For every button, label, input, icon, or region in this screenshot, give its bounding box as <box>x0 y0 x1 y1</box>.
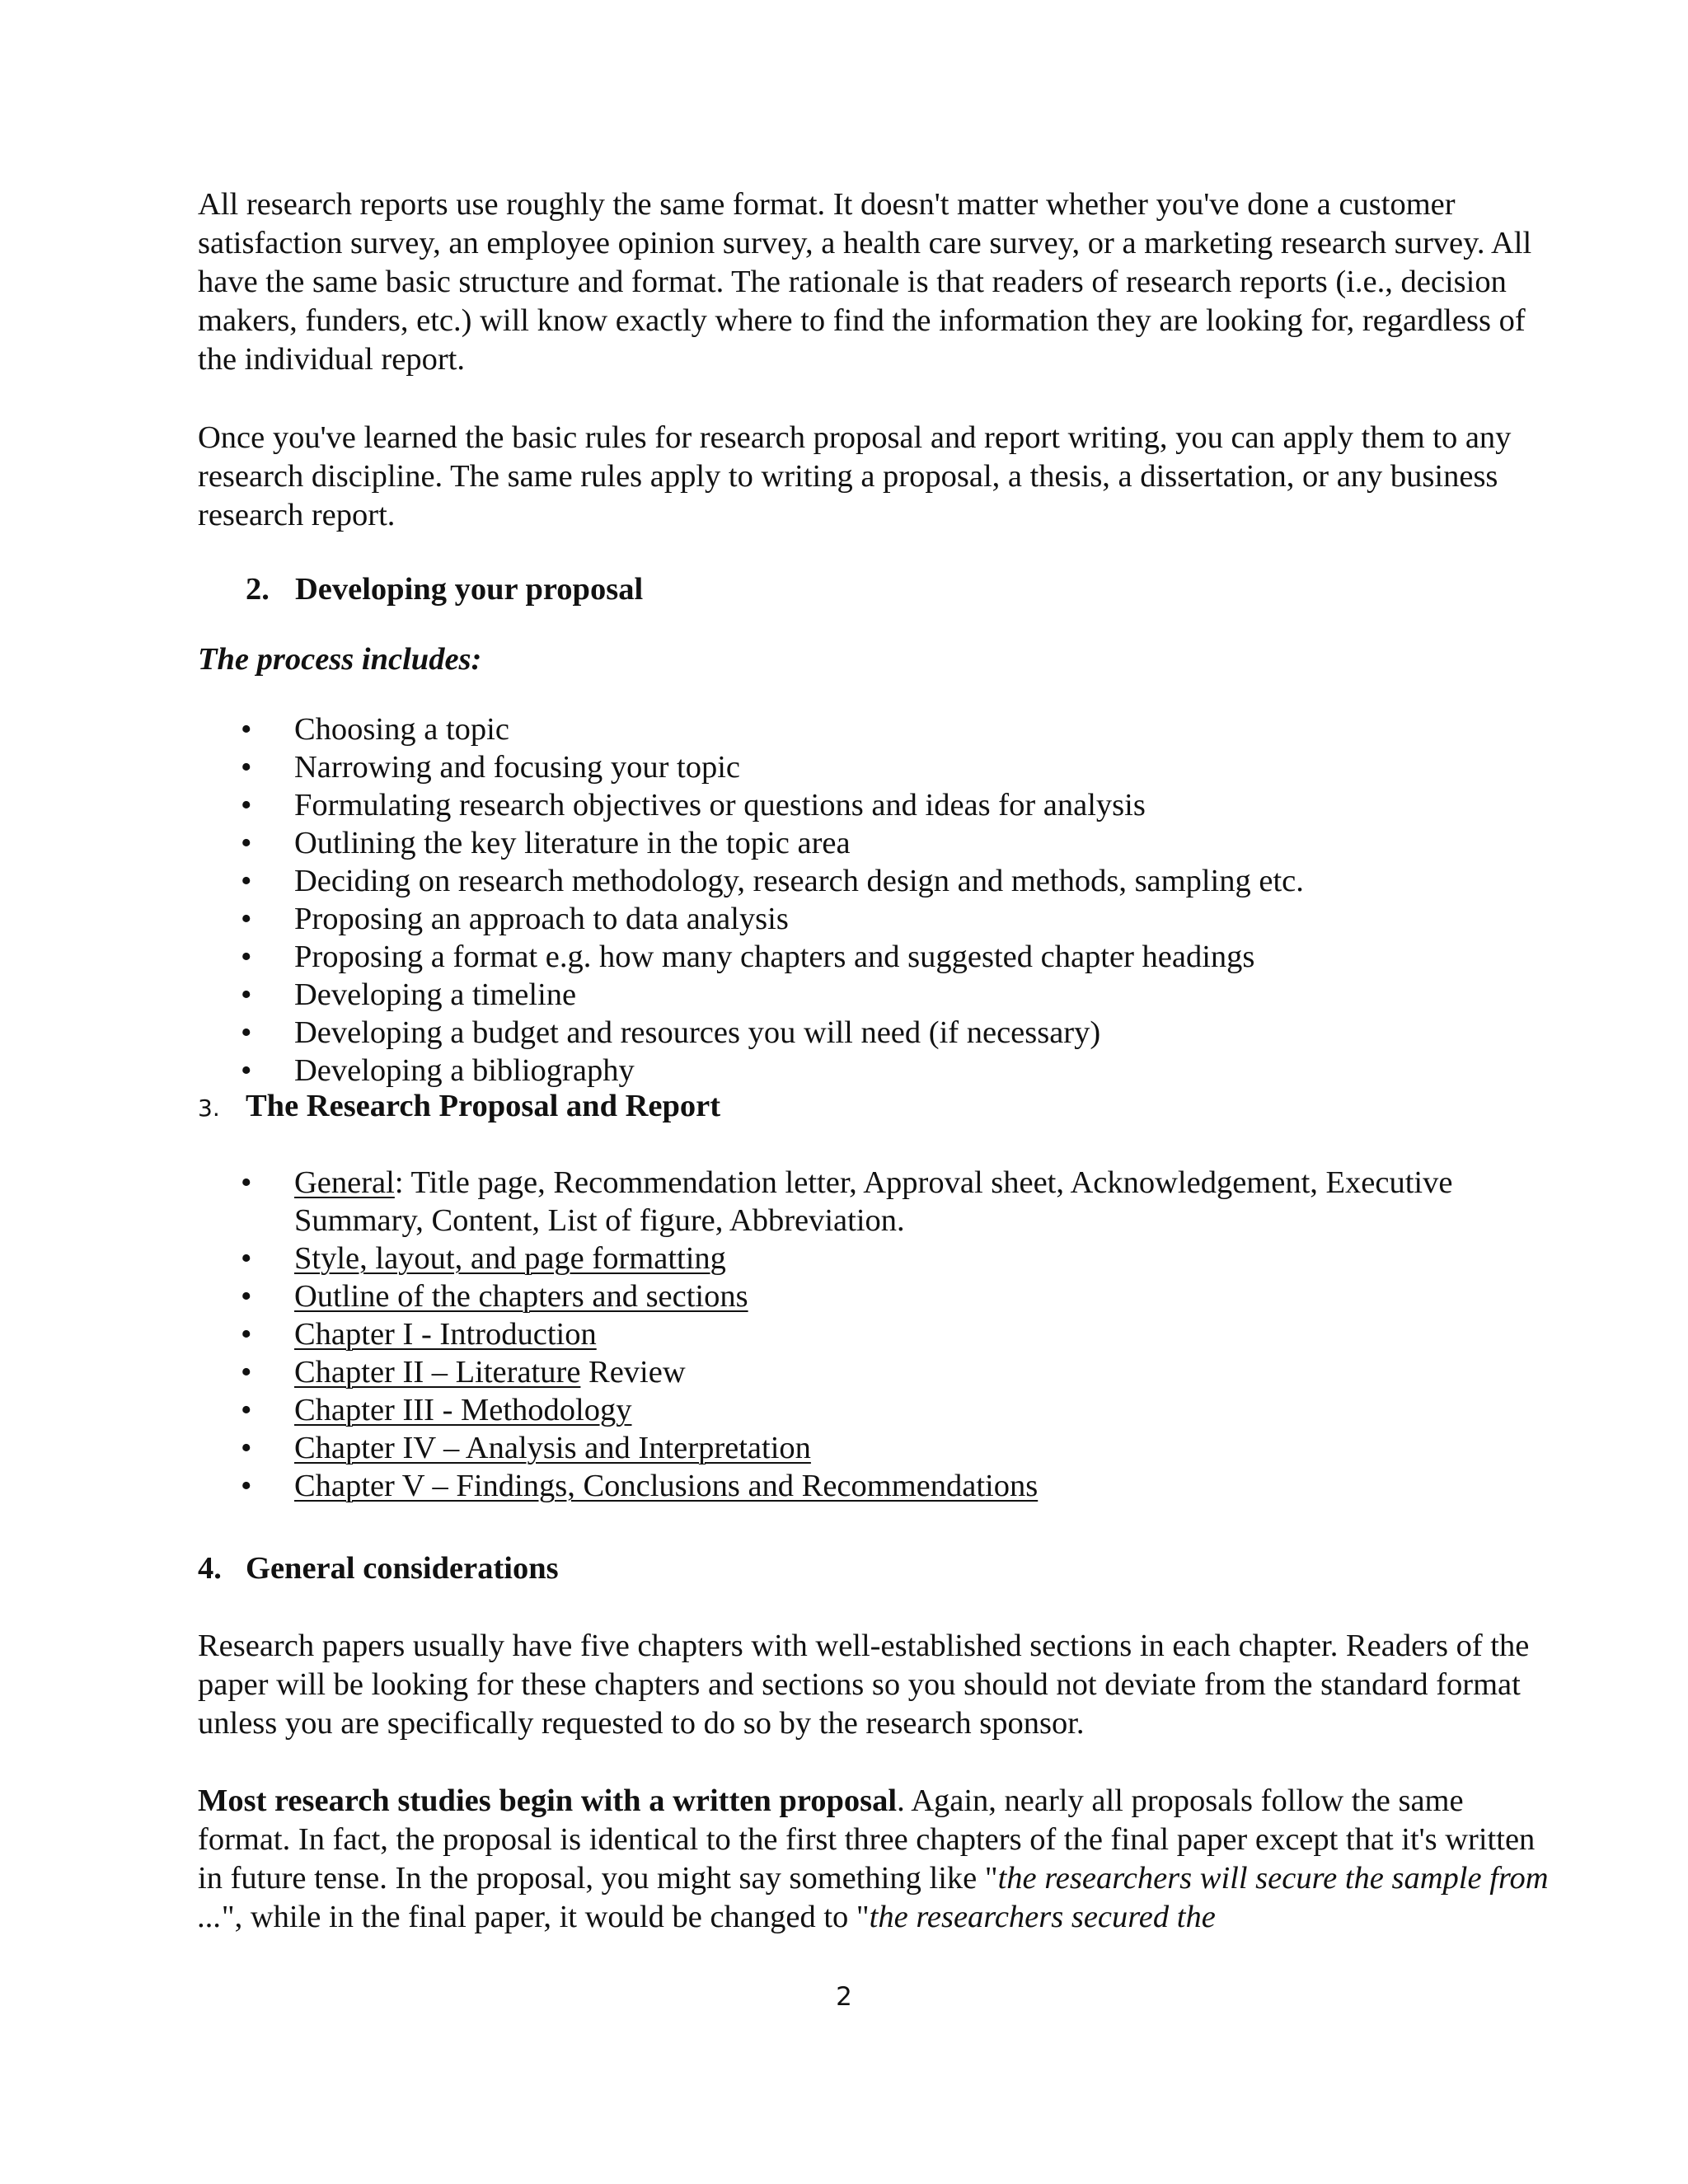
bullet-icon: • <box>241 712 252 747</box>
bullet-icon: • <box>241 788 252 823</box>
bullet-icon: • <box>241 902 252 936</box>
general-link[interactable]: General <box>294 1165 395 1200</box>
intro-paragraph: All research reports use roughly the same format. It doesn't matter whether you've done a customer satisfaction survey, an employee opinion survey, a health care survey, or a marketing research survey. All have the same basic structure and format. The rationale is that readers of research reports (i.e., decision makers, funders, etc.) will know exactly where to find the information they are looking for, regardless of the individual report. <box>198 187 1532 377</box>
chapter-4-link[interactable]: Chapter IV – Analysis and Interpretation <box>294 1431 811 1465</box>
list-item: • Proposing a format e.g. how many chapters and suggested chapter headings <box>241 940 1255 974</box>
bullet-icon: • <box>241 1165 252 1200</box>
bullet-icon: • <box>241 1469 252 1503</box>
bullet-icon: • <box>241 1015 252 1050</box>
list-item-general: • General: Title page, Recommendation letter, Approval sheet, Acknowledgement, Executive Summary, Content, List of figure, Abbreviation. <box>241 1165 1453 1238</box>
bullet-icon: • <box>241 1279 252 1314</box>
section-4-number: 4. <box>198 1551 222 1586</box>
bullet-icon: • <box>241 1317 252 1352</box>
list-item-chapter-1 <box>0 1315 1498 1353</box>
list-item: • Proposing an approach to data analysis <box>241 902 789 936</box>
section-3-number: 3. <box>198 1094 220 1122</box>
list-item: • Outlining the key literature in the topic area <box>241 826 851 860</box>
list-item-chapter-4 <box>0 1429 1498 1467</box>
list-item-chapter-5 <box>0 1467 1498 1505</box>
proposal-paragraph: Most research studies begin with a written proposal. Again, nearly all proposals follow the same format. In fact, the proposal is identical to the first three chapters of the final paper except that it's written in future tense. In the proposal, you might say something like "the researchers will secure the sample from ...", while in the final paper, it would be changed to "the researchers secured the <box>198 1783 1549 1934</box>
list-item: • Formulating research objectives or questions and ideas for analysis <box>241 788 1146 823</box>
section-4-heading <box>198 1549 559 1588</box>
bullet-icon: • <box>241 1355 252 1390</box>
bullet-icon: • <box>241 750 252 785</box>
list-item: • Developing a budget and resources you will need (if necessary) <box>241 1015 1101 1050</box>
list-item: • Developing a bibliography <box>241 1053 635 1088</box>
chapter-1-link[interactable]: Chapter I - Introduction <box>294 1317 597 1352</box>
list-item-outline <box>0 1277 1498 1315</box>
list-item: • Developing a timeline <box>241 977 577 1012</box>
bullet-icon: • <box>241 864 252 898</box>
bullet-icon: • <box>241 1393 252 1427</box>
bullet-icon: • <box>241 1053 252 1088</box>
chapter-3-link[interactable]: Chapter III - Methodology <box>294 1393 632 1427</box>
bullet-icon: • <box>241 1431 252 1465</box>
list-item: • Choosing a topic <box>241 712 509 747</box>
list-item: • Narrowing and focusing your topic <box>241 750 741 785</box>
page-number: 2 <box>836 1982 852 2012</box>
process-list <box>0 710 1304 1090</box>
section-3-title: The Research Proposal and Report <box>246 1089 721 1123</box>
style-link[interactable]: Style, layout, and page formatting <box>294 1241 726 1276</box>
bullet-icon: • <box>241 940 252 974</box>
bullet-icon: • <box>241 826 252 860</box>
list-item: • Deciding on research methodology, research design and methods, sampling etc. <box>241 864 1304 898</box>
section-2-number: 2. <box>246 572 270 607</box>
process-subtitle: The process includes: <box>198 642 482 677</box>
list-item-chapter-3 <box>0 1391 1498 1429</box>
considerations-paragraph: Research papers usually have five chapters with well-established sections in each chapter. Readers of the paper will be looking for these chapters and sections so you should not deviate from the standard format unless you are specifically requested to do so by the research sponsor. <box>198 1629 1530 1741</box>
chapter-5-link[interactable]: Chapter V – Findings, Conclusions and Recommendations <box>294 1469 1039 1503</box>
rules-paragraph: Once you've learned the basic rules for research proposal and report writing, you can apply them to any research discipline. The same rules apply to writing a proposal, a thesis, a dissertation, or any business research report. <box>198 420 1512 532</box>
chapter-2-link[interactable]: Chapter II – Literature <box>294 1355 581 1390</box>
list-item-style <box>0 1240 1498 1277</box>
section-2-title: Developing your proposal <box>295 572 644 607</box>
bullet-icon: • <box>241 1241 252 1276</box>
section-2-heading <box>246 570 643 609</box>
list-item-chapter-2: • Chapter II – Literature Review <box>241 1355 686 1390</box>
bullet-icon: • <box>241 977 252 1012</box>
report-contents-list <box>0 1164 1550 1505</box>
section-3-heading <box>198 1087 720 1127</box>
outline-link[interactable]: Outline of the chapters and sections <box>294 1279 748 1314</box>
section-4-title: General considerations <box>246 1551 559 1586</box>
